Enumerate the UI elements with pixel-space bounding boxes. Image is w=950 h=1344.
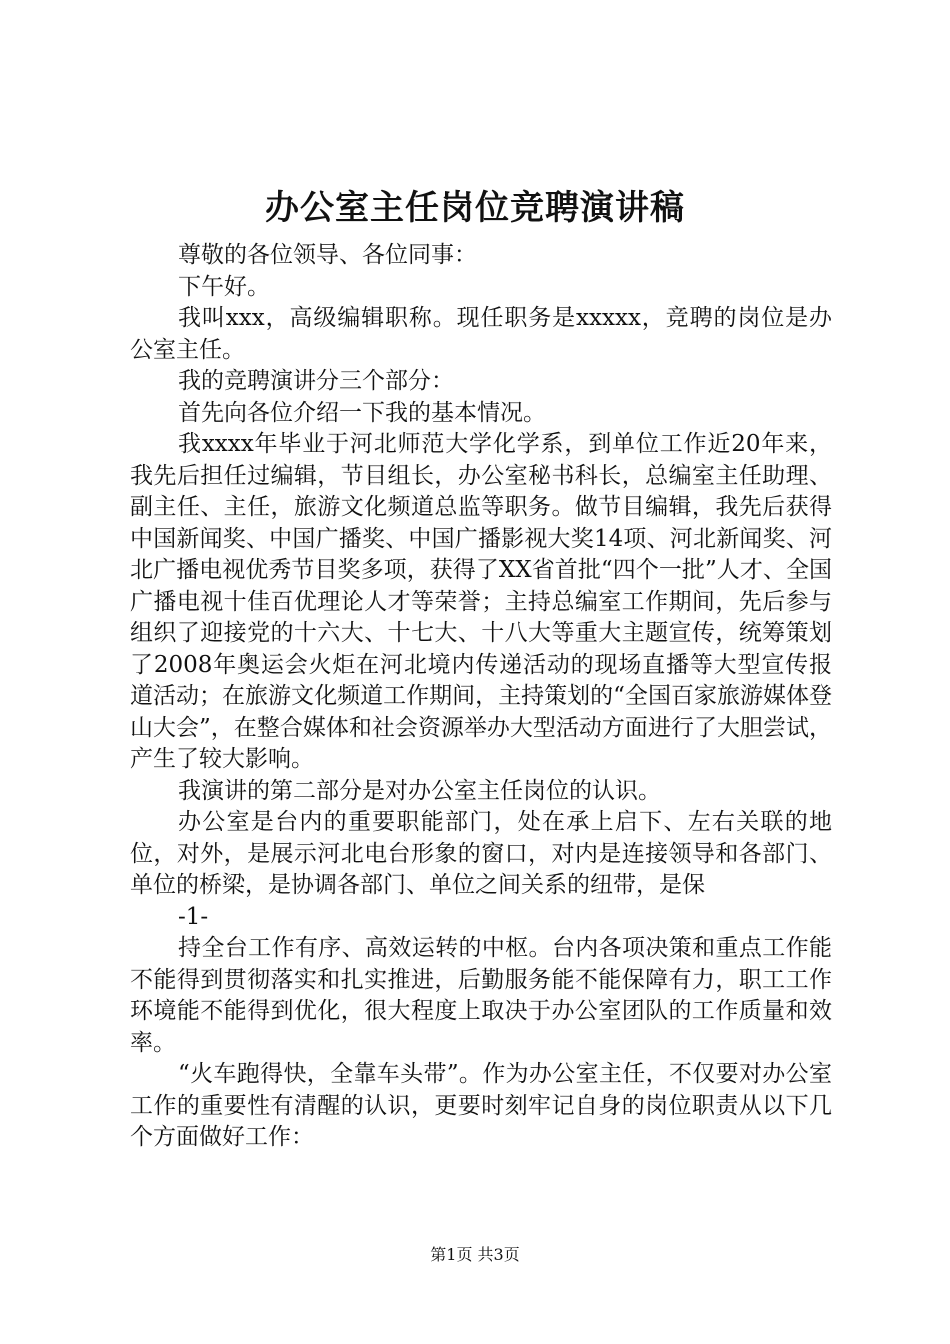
duties-paragraph: “火车跑得快，全靠车头带”。作为办公室主任，不仅要对办公室工作的重要性有清醒的认识，更要时刻牢记自身的岗位职责从以下几个方面做好工作： — [130, 1061, 832, 1150]
background-paragraph: 我xxxx年毕业于河北师范大学化学系，到单位工作近20年来，我先后担任过编辑，节目组长，办公室秘书科长，总编室主任助理、副主任、主任，旅游文化频道总监等职务。做节目编辑，我先后获得中国新闻奖、中国广播奖、中国广播影视大奖14项、河北新闻奖、河北广播电视优秀节目奖多项，获得了XX省首批“四个一批”人才、全国广播电视十佳百优理论人才等荣誉；主持总编室工作期间，先后参与组织了迎接党的十六大、十七大、十八大等重大主题宣传，统筹策划了2008年奥运会火炬在河北境内传递活动的现场直播等大型宣传报道活动；在旅游文化频道工作期间，主持策划的“全国百家旅游媒体登山大会”，在整合媒体和社会资源举办大型活动方面进行了大胆尝试，产生了较大影响。 — [130, 431, 832, 772]
outline-paragraph: 我的竞聘演讲分三个部分： — [178, 368, 454, 394]
section-two-heading: 我演讲的第二部分是对办公室主任岗位的认识。 — [178, 777, 661, 804]
document-body — [130, 240, 832, 1154]
greeting-paragraph: 下午好。 — [178, 273, 270, 300]
salutation-paragraph: 尊敬的各位领导、各位同事： — [178, 242, 477, 268]
office-role-continued-paragraph: 持全台工作有序、高效运转的中枢。台内各项决策和重点工作能不能得到贯彻落实和扎实推进，后勤服务能不能保障有力，职工工作环境能不能得到优化，很大程度上取决于办公室团队的工作质量和效率。 — [130, 935, 832, 1056]
office-role-paragraph: 办公室是台内的重要职能部门，处在承上启下、左右关联的地位，对外，是展示河北电台形象的窗口，对内是连接领导和各部门、单位的桥梁，是协调各部门、单位之间关系的纽带，是保 — [130, 809, 832, 898]
page-footer: 第1页 共3页 — [430, 1245, 520, 1264]
document-title: 办公室主任岗位竞聘演讲稿 — [265, 188, 685, 228]
section-one-heading: 首先向各位介绍一下我的基本情况。 — [178, 399, 546, 426]
page-marker: -1- — [178, 903, 209, 930]
intro-paragraph: 我叫xxx，高级编辑职称。现任职务是xxxxx，竞聘的岗位是办公室主任。 — [130, 305, 832, 363]
